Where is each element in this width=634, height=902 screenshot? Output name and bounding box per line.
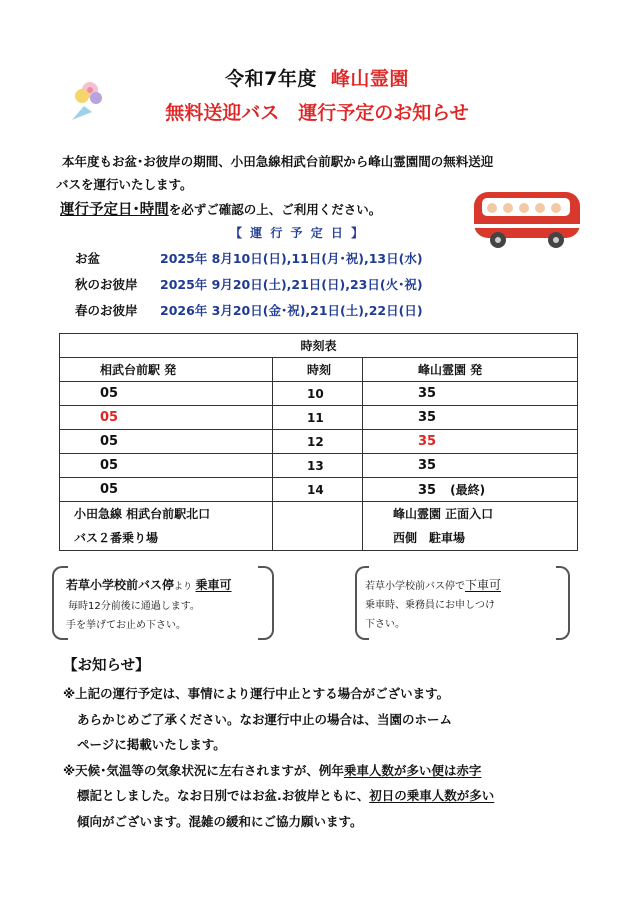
schedule-row: 秋のお彼岸 2025年 9月20日(土),21日(日),23日(火･祝)	[75, 277, 423, 292]
table-row: 05 12 35	[60, 430, 578, 454]
notice-body: ※上記の運行予定は、事情により運行中止とする場合がございます。 あらかじめご了承ください。なお運行中止の場合は、当園のホーム ページに掲載いたします。 ※天候･気温等の気象状況に左右されますが、例年乗車人数が多い便は赤字 標記としました。なお日別ではお盆.お彼岸ともに、初日の乗車人数が多い 傾向がございます。混雑の緩和にご協力願います。	[63, 686, 495, 829]
note-bracket-right	[556, 566, 570, 640]
busy-departure: 05	[60, 406, 273, 430]
bus-illustration-icon	[470, 184, 590, 256]
col-header-departure: 相武台前駅 発	[60, 358, 273, 382]
timetable	[59, 333, 578, 551]
table-row: 05 13 35	[60, 454, 578, 478]
intro-emphasis: 運行予定日･時間を必ずご確認の上、ご利用ください。	[60, 202, 382, 218]
alighting-note: 若草小学校前バス停で下車可 乗車時、乗務員にお申しつけ 下さい。	[365, 578, 502, 630]
table-row: 05 10 35	[60, 382, 578, 406]
timetable-header-row	[60, 358, 578, 382]
schedule-heading: 【 運 行 予 定 日 】	[230, 226, 366, 240]
intro-text: 本年度もお盆･お彼岸の期間、小田急線相武台前駅から峰山霊園間の無料送迎 バスを運行いたします。	[56, 154, 494, 192]
timetable-caption: 時刻表	[60, 334, 578, 358]
page-subtitle: 無料送迎バス 運行予定のお知らせ	[165, 102, 469, 124]
cemetery-name: 峰山霊園	[330, 68, 409, 90]
last-bus-note: (最終)	[450, 483, 486, 497]
busy-return: 35	[363, 430, 578, 454]
notice-heading: 【お知らせ】	[63, 658, 150, 674]
boarding-note: 若草小学校前バス停より 乗車可 毎時12分前後に通過します。 手を挙げてお止め下さい。	[66, 578, 232, 631]
bus-stop-row	[60, 502, 578, 551]
return-stop: 峰山霊園 正面入口 西側 駐車場	[363, 502, 578, 551]
departure-stop: 小田急線 相武台前駅北口 バス２番乗り場	[60, 502, 273, 551]
table-row: 05 11 35	[60, 406, 578, 430]
note-bracket-right	[258, 566, 274, 640]
page-title: 令和7年度 峰山霊園	[225, 68, 409, 90]
col-header-hour: 時刻	[273, 358, 363, 382]
table-row: 05 14 35 (最終)	[60, 478, 578, 502]
col-header-return: 峰山霊園 発	[363, 358, 578, 382]
schedule-row: 春のお彼岸 2026年 3月20日(金･祝),21日(土),22日(日)	[75, 303, 423, 318]
schedule-row: お盆 2025年 8月10日(日),11日(月･祝),13日(水)	[75, 251, 423, 266]
